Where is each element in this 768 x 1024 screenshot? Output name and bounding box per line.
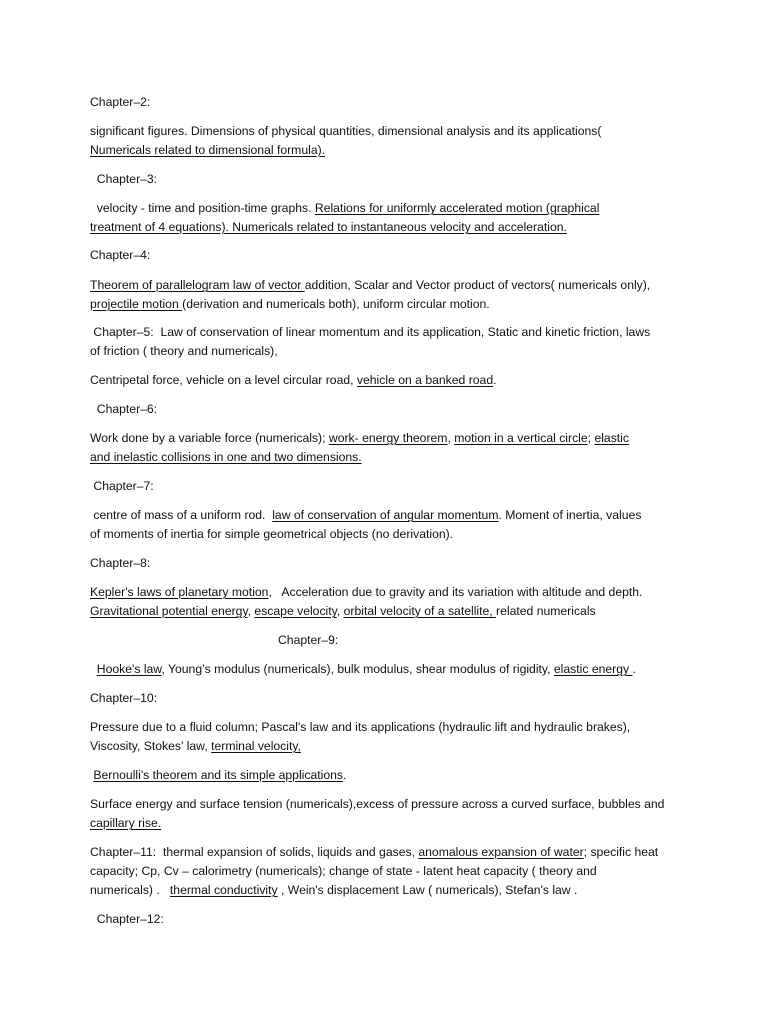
chapter-11-line-3 [90, 881, 577, 900]
underlined-text: Gravitational potential energy [90, 604, 248, 618]
chapter-4-line-1 [90, 276, 650, 295]
text-span: related numericals [496, 604, 596, 618]
text-span: velocity - time and position-time graphs. [90, 201, 315, 215]
underlined-text: Theorem of parallelogram law of vector [90, 278, 305, 292]
text-span: ; [587, 431, 595, 445]
underlined-text: anomalous expansion of water [418, 845, 584, 859]
chapter-6-line-1 [90, 429, 629, 448]
chapter-5-line-2: of friction ( theory and numericals), [90, 344, 278, 358]
chapter-10-line-1: Pressure due to a fluid column; Pascal's law and its applications (hydraulic lift and hydraulic brakes), [90, 720, 631, 734]
chapter-10-line-2 [90, 737, 301, 756]
text-span: . Moment of inertia, values [498, 508, 642, 522]
underlined-text: Hooke's law [96, 662, 162, 676]
underlined-text: orbital velocity of a satellite, [343, 604, 497, 618]
text-span: , [247, 604, 255, 618]
text-span: , Wein's displacement Law ( numericals), Stefan's law . [277, 883, 578, 897]
chapter-8-heading: Chapter–8: [90, 556, 151, 570]
text-span: Viscosity, Stokes' law, [90, 739, 212, 753]
text-span: . [342, 768, 347, 782]
chapter-4-line-2 [90, 295, 490, 314]
text-span: Centripetal force, vehicle on a level circular road, [90, 373, 357, 387]
underlined-text: law of conservation of angular momentum [272, 508, 499, 522]
text-span: Work done by a variable force (numericals); [90, 431, 329, 445]
chapter-2-line-1: significant figures. Dimensions of physical quantities, dimensional analysis and its applications( [90, 124, 602, 138]
underlined-text: elastic energy [553, 662, 633, 676]
text-span: . [493, 373, 497, 387]
underlined-text: terminal velocity, [211, 739, 301, 753]
underlined-text: Bernoulli's theorem and its simple applications [93, 768, 343, 782]
underlined-text: vehicle on a banked road [356, 373, 494, 387]
chapter-8-line-2 [90, 602, 596, 621]
chapter-11-line-1 [90, 843, 658, 862]
text-span: numericals) . [90, 883, 170, 897]
text-span: (derivation and numericals both), uniform circular motion. [182, 297, 490, 311]
chapter-3-line-1 [90, 199, 599, 218]
text-span: . [632, 662, 636, 676]
chapter-9-heading: Chapter–9: [278, 633, 339, 647]
chapter-11-line-2: capacity; Cp, Cv – calorimetry (numericals); change of state - latent heat capacity ( theory and [90, 864, 597, 878]
chapter-7-line-2: of moments of inertia for simple geometrical objects (no derivation). [90, 527, 454, 541]
chapter-8-line-1 [90, 583, 642, 602]
chapter-5-line-3 [90, 371, 497, 390]
chapter-10-line-4: Surface energy and surface tension (numericals),excess of pressure across a curved surface, bubbles and [90, 797, 665, 811]
text-span: , Acceleration due to gravity and its variation with altitude and depth. [268, 585, 643, 599]
underlined-text: Relations for uniformly accelerated motion (graphical [314, 201, 600, 215]
chapter-3-heading: Chapter–3: [90, 172, 158, 186]
chapter-6-line-2 [90, 448, 362, 467]
chapter-9-line-1 [90, 660, 636, 679]
chapter-10-line-3 [90, 766, 346, 785]
chapter-10-heading: Chapter–10: [90, 691, 158, 705]
chapter-3-line-2 [90, 218, 567, 237]
underlined-text: capillary rise. [90, 816, 162, 830]
chapter-6-heading: Chapter–6: [90, 402, 158, 416]
underlined-text: projectile motion [90, 297, 183, 311]
chapter-5-line-1: Chapter–5: Law of conservation of linear momentum and its application, Static and kinetic friction, laws [90, 325, 651, 339]
underlined-text: motion in a vertical circle [454, 431, 588, 445]
underlined-text: Numericals related to dimensional formula). [90, 143, 326, 157]
chapter-7-heading: Chapter–7: [90, 479, 154, 493]
text-span: , [336, 604, 344, 618]
text-span: centre of mass of a uniform rod. [90, 508, 273, 522]
text-span: ; specific heat [583, 845, 659, 859]
chapter-7-line-1 [90, 506, 641, 525]
chapter-4-heading: Chapter–4: [90, 248, 151, 262]
chapter-2-line-2 [90, 141, 325, 160]
text-span: , [447, 431, 455, 445]
chapter-12-heading: Chapter–12: [90, 912, 164, 926]
text-span: Chapter–11: thermal expansion of solids, liquids and gases, [90, 845, 419, 859]
underlined-text: thermal conductivity [169, 883, 278, 897]
chapter-2-heading: Chapter–2: [90, 95, 151, 109]
underlined-text: elastic [594, 431, 629, 445]
underlined-text: treatment of 4 equations). Numericals related to instantaneous velocity and acceleration. [90, 220, 567, 234]
text-span: addition, Scalar and Vector product of vectors( numericals only), [304, 278, 651, 292]
text-span: , Young’s modulus (numericals), bulk modulus, shear modulus of rigidity, [161, 662, 554, 676]
underlined-text: Kepler's laws of planetary motion [90, 585, 269, 599]
underlined-text: and inelastic collisions in one and two dimensions. [90, 450, 362, 464]
underlined-text: work- energy theorem [328, 431, 448, 445]
underlined-text: escape velocity [254, 604, 337, 618]
text-span [90, 662, 97, 676]
chapter-10-line-5 [90, 814, 161, 833]
